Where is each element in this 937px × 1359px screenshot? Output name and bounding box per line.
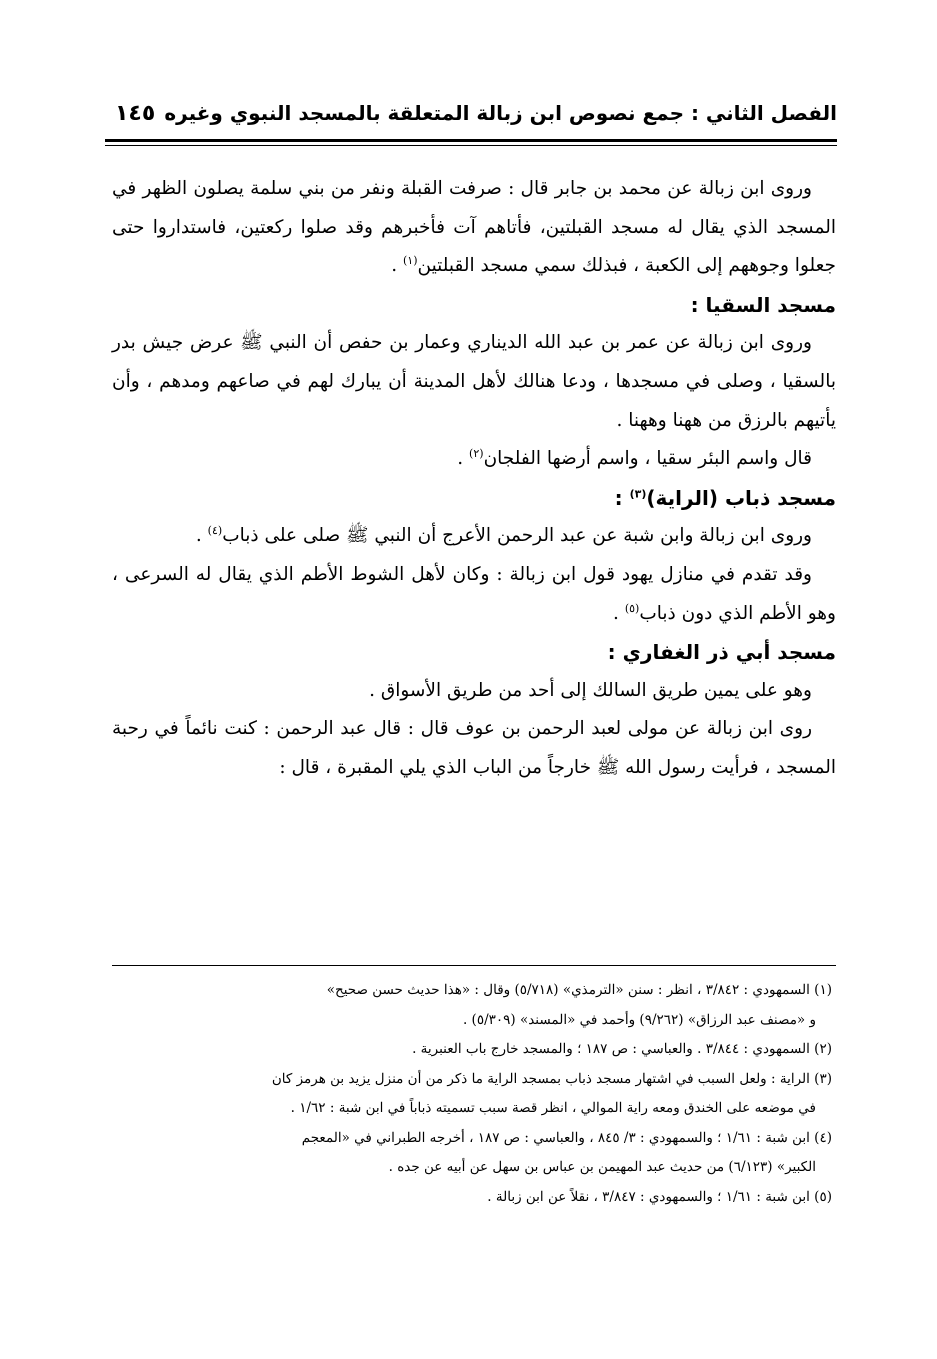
section-heading: مسجد السقيا : bbox=[690, 292, 836, 317]
paragraph bbox=[112, 517, 836, 556]
footnote-4-continued: الكبير» (٦/١٢٣) من حديث عبد المهيمن بن عباس بن سهل عن أبيه عن جده . bbox=[388, 1159, 816, 1175]
paragraph-text: وروى ابن زبالة عن محمد بن جابر قال : صرفت القبلة ونفر من بني سلمة يصلون الظهر في المسجد الذي يقال له مسجد القبلتين، فأتاهم آت فأخبرهم وقد صلوا ركعتين، فاستداروا حتى جعلوا وجوههم إلى الكعبة ، فبذلك سمي مسجد القبلتين bbox=[112, 178, 836, 277]
main-text bbox=[112, 170, 836, 788]
footnotes bbox=[112, 976, 832, 1212]
paragraph-end: . bbox=[391, 255, 403, 277]
header-rule-thin bbox=[105, 145, 837, 146]
page-number: ١٤٥ bbox=[115, 101, 156, 126]
footnote-ref: (٢) bbox=[469, 447, 484, 460]
paragraph-text: قال واسم البئر سقيا ، واسم أرضها الفلجان bbox=[483, 448, 812, 470]
footnote-3: (٣) الراية : ولعل السبب في اشتهار مسجد ذباب بمسجد الراية ما ذكر من أن منزل يزيد بن هرمز كان bbox=[271, 1070, 832, 1087]
footnote-ref: (١) bbox=[403, 254, 418, 268]
running-title: الفصل الثاني : جمع نصوص ابن زبالة المتعلقة بالمسجد النبوي وغيره bbox=[164, 101, 837, 125]
footnote-2: (٢) السمهودي : ٣/٨٤٤ . والعباسي : ص ١٨٧ ؛ والمسجد خارج باب العنبرية . bbox=[412, 1041, 832, 1057]
paragraph: روى ابن زبالة عن مولى لعبد الرحمن بن عوف قال : قال عبد الرحمن : كنت نائماً في رحبة المسجد ، فرأيت رسول الله ﷺ خارجاً من الباب الذي يلي المقبرة ، قال : bbox=[112, 718, 836, 778]
paragraph-end: . bbox=[613, 602, 625, 624]
footnote-ref: (٣) bbox=[629, 487, 647, 501]
paragraph bbox=[112, 440, 836, 479]
footnote-rule bbox=[112, 965, 836, 966]
footnote-ref: (٥) bbox=[624, 601, 640, 615]
footnote-1-continued: و «مصنف عبد الرزاق» (٩/٢٦٢) وأحمد في «المسند» (٥/٣٠٩) . bbox=[462, 1011, 816, 1028]
paragraph-end: . bbox=[457, 448, 470, 470]
section-heading-end: : bbox=[614, 485, 630, 510]
page-header bbox=[105, 99, 837, 139]
paragraph: وروى ابن زبالة عن عمر بن عبد الله الديناري وعمار بن حفص أن النبي ﷺ عرض جيش بدر بالسقيا ، وصلى في مسجدها ، ودعا هنالك لأهل المدينة أن يبارك لهم في صاعهم ومدهم ، وأن يأتيهم بالرزق من ههنا وههنا . bbox=[112, 332, 836, 431]
paragraph-end: . bbox=[195, 525, 208, 547]
section-heading bbox=[112, 479, 836, 518]
footnote-4: (٤) ابن شبة : ١/٦١ ؛ والسمهودي : ٣/ ٨٤٥ ، والعباسي : ص ١٨٧ ، أخرجه الطبراني في «المعجم bbox=[301, 1129, 832, 1146]
section-heading-text: مسجد ذباب (الراية) bbox=[646, 485, 836, 510]
footnote-5: (٥) ابن شبة : ١/٦١ ؛ والسمهودي : ٣/٨٤٧ ، نقلاً عن ابن زبالة . bbox=[487, 1188, 832, 1205]
paragraph bbox=[112, 556, 836, 633]
paragraph: وهو على يمين طريق السالك إلى أحد من طريق الأسواق . bbox=[369, 679, 812, 701]
footnote-1: (١) السمهودي : ٣/٨٤٢ ، انظر : سنن «الترمذي» (٥/٧١٨) وقال : «هذا حديث حسن صحيح» bbox=[326, 982, 832, 998]
paragraph-text: وروى ابن زبالة وابن شبة عن عبد الرحمن الأعرج أن النبي ﷺ صلى على ذباب bbox=[222, 525, 812, 547]
paragraph-text: وقد تقدم في منازل يهود قول ابن زبالة : وكان لأهل الشوط الأطم الذي يقال له السرعى ، وهو الأطم الذي دون ذباب bbox=[112, 563, 836, 624]
header-rule bbox=[105, 139, 837, 142]
footnote-3-continued: في موضعه على الخندق ومعه راية الموالي ، انظر قصة سبب تسميته ذباباً في ابن شبة : ١/٦٢ . bbox=[290, 1100, 816, 1116]
paragraph bbox=[112, 170, 836, 286]
footnote-ref: (٤) bbox=[207, 524, 223, 538]
section-heading: مسجد أبي ذر الغفاري : bbox=[607, 640, 836, 665]
